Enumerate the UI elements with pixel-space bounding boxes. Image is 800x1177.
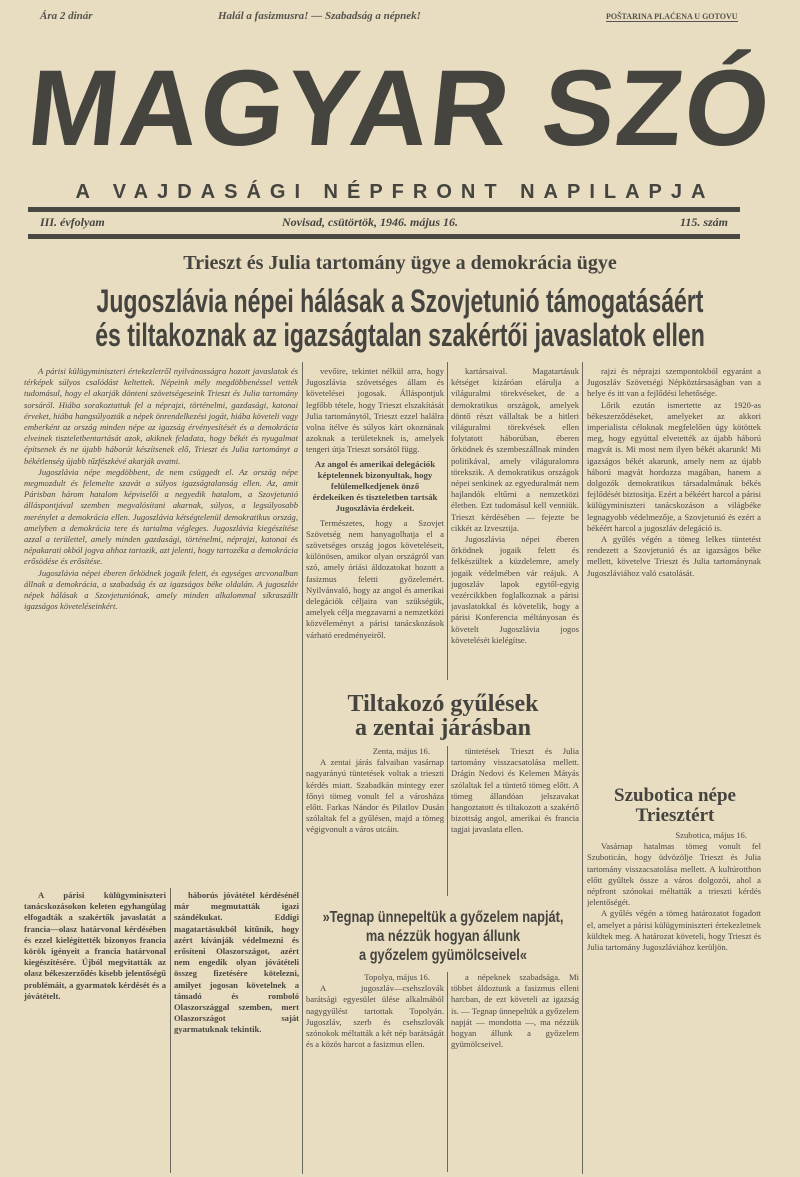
paragraph: rajzi és néprajzi szempontokból egyaránt a Jugoszláv Szövetségi Népköztársaságban van a helye és itt van a fejlődési lehetősége.: [587, 366, 761, 399]
main-headline-line2: és tiltakoznak az igazságtalan szakértői javaslatok ellen: [95, 317, 705, 353]
zenta-column-2: [451, 746, 579, 896]
szubotica-article: [587, 830, 761, 1172]
paragraph: tüntetések Trieszt és Julia tartomány visszacsatolása mellett. Drágin Nedovi és Kelemen Mátyás szólaltak fel a tüntető tömeg előtt. A tömeg állandóan jelszavakat hangoztatott és tiltakozott a szakértő bizottság angol, amerikai és francia tagjai javaslata ellen.: [451, 746, 579, 835]
column-rule: [447, 746, 448, 896]
right-column: [587, 366, 761, 778]
paragraph: kartársaival. Magatartásuk kétséget kizáróan elárulja a világuralmi törekvéseket, de a demokratikus országok, amelyek döntő részt vállaltak be a hitleri világuralmi törekvések ellen folytatott háborúban, éberen őrködnek és szembeszállnak minden politikával, amely világuralomra törekszik. A demokratikus országok népei senkinek az egyeduralmát nem hajlandók eltűrni a nemzetközi életben. Ezt tudomásul kell venniük. Trieszt kérdésében — fejezte be cikkét az Izvesztija.: [451, 366, 579, 533]
paragraph: A zentai járás falvaiban vasárnap nagyarányú tüntetések voltak a trieszti kérdés miatt. Szabadkán mintegy ezer főnyi tömeg vonult fel a városháza előtt. Farkas Nándor és Pilatlov Dusán szólaltak fel a gyűlésen, majd a tömeg végigvonult a város utcáin.: [306, 757, 444, 835]
victory-headline-line1: »Tegnap ünnepeltük a győzelem napját,: [322, 909, 564, 926]
masthead-subtitle: A VAJDASÁGI NÉPFRONT NAPILAPJA: [75, 181, 715, 203]
victory-headline-line2: ma nézzük hogyan állunk: [365, 928, 521, 945]
paragraph: Jugoszlávia népe megdöbbent, de nem csüggedt el. Az ország népe megmozdult és felemelte szavát a súlyos igazságtalanság ellen. Az, amit Párisban három hatalom képviselői a negyedik hatalom, a Szovjetunió álláspontjával szemben megvalósítani akarnak, súlyos, a legsúlyosabb merénylet a demokrácia ellen. Jugoszlávia kétségtelenül demokratikus ország, amelyben a demokrácia tere és tartalma végleges. Jugoszlávia kiegészítése azzal a területtel, amely minden gazdasági, történelmi, néprajzi, katonai és népakarati okból jogva ahhoz tartozik, azt jelenti, hogy tartozéka a demokrácia erősödése és erősítése.: [24, 466, 298, 567]
column-rule: [447, 362, 448, 680]
postage-note: POŠTARINA PLAĆENA U GOTOVU: [606, 12, 738, 21]
middle-column-2: [451, 366, 579, 678]
paragraph: A párisi külügyminiszteri tanácskozásokon keleten egyhangúlag elfogadták a szakértők javaslatát a francia—olasz határvonal kérdésében és ezzel kielégítették bizonyos francia körök igényeit a francia határvonal kiegészítésére. Újból megvitatták az olasz békeszerződés kisebb jelentőségű problémáit, a gyarmatok kérdését és a jóvátételt.: [24, 890, 166, 1001]
paragraph: Jugoszlávia népei éberen őrködnek jogaik felett, és egységes arcvonalban állnak a demokrácia, a szabadság és az igazságos béke oldalán. A jugoszláv népek hálásak a Szovjetuniónak, amely minden alkalommal síkraszállt igazságos követeléseinkért.: [24, 567, 298, 612]
victory-dateline: Topolya, május 16.: [364, 972, 430, 982]
dateline: Novisad, csütörtök, 1946. május 16.: [282, 215, 459, 229]
zenta-headline-line1: Tiltakozó gyűlések: [347, 691, 539, 717]
paragraph: A gyűlés végén a tömeg határozatot fogadott el, amelyet a párisi külügyminiszteri értekezletnek küldtek meg. A határozat követeli, hogy Trieszt és Julia tartomány Jugoszláviához kerüljön.: [587, 908, 761, 953]
paragraph: Jugoszlávia népei éberen őrködnek jogaik felett és felkészültek a küzdelemre, amely jogaik védelmében vár reájuk. A jugoszláv lapok egytől-egyig vezércikkben foglalkoznak a párisi javaslatokkal és követelik, hogy a párisi Konferencia méltányosan és követelt Jugoszlávia jogos követelését kielégítse.: [451, 534, 579, 645]
paragraph: A párisi külügyminiszteri értekezletről nyilvánosságra hozott javaslatok és térképek súlyos csalódást keltettek. Népeink mély megdöbbenéssel vették tudomásul, hogy el akarják dönteni szövetségeseink Trieszt és Julia tartomány sorsáról. Hiába sorakoztattuk fel a néprajzi, történelmi, gazdasági, katonai érveket, hiába hangsúlyozták a népek önrendelkezési jogát, hiába követeli vagy emberként az ország minden népe az igazság érvényesítését és a demokrácia elveinek tiszteletbentartását azok, akiknek feladata, hogy békét és nyugalmat építsenek és ne újabb háborút készítsenek elő, Trieszt és Julia tartományt a békétlenség újabb tűzfészkévé akarják avatni.: [24, 366, 298, 466]
issue-number: 115. szám: [680, 215, 729, 229]
masthead-logo: MAGYAR SZÓ: [22, 47, 778, 168]
szubotica-headline-line1: Szubotica népe: [614, 785, 736, 806]
column-rule: [170, 888, 171, 1173]
slogan: Halál a fasizmusra! — Szabadság a népnek!: [218, 10, 421, 22]
lead-article: [24, 366, 298, 814]
victory-column-2: [451, 972, 579, 1172]
column-rule: [582, 362, 583, 1174]
victory-column-1: [306, 972, 444, 1172]
lead-continuation-right: [174, 890, 299, 1170]
paragraph: Természetes, hogy a Szovjet Szövetség nem hanyagolhatja el a szövetséges ország jogos követeléseit, különösen, amikor olyan országról van szó, amely óriási áldozatokat hozott a fasizmus feletti győzelemért. Nyilvánvaló, hogy az angol és amerikai delegációk céljaira van szükségük, amelyek célja megzavarni a nemzetközi közvéleményt a párisi tanácskozások várható eredményeiről.: [306, 517, 444, 640]
paragraph: a népeknek szabadsága. Mi többet áldoztunk a fasizmus elleni harcban, de ezt követeli az igazság is. — Tegnap ünnepeltük a győzelem napját — mondotta —, ma nézzük hogyan állunk a győzelem gyümölcseivel.: [451, 972, 579, 1050]
main-headline-line1: Jugoszlávia népei hálásak a Szovjetunió támogatásáért: [96, 283, 704, 319]
paragraph: A gyűlés végén a tömeg lelkes tüntetést rendezett a Szovjetunió és az igazságos béke mellett, követelve Trieszt és Julia tartománynak Jugoszláviához való csatolását.: [587, 534, 761, 578]
kicker-headline: Trieszt és Julia tartomány ügye a demokrácia ügye: [183, 252, 617, 274]
zenta-column-1: [306, 746, 444, 896]
volume: III. évfolyam: [40, 215, 105, 229]
price: Ára 2 dinár: [40, 10, 93, 22]
victory-headline-line3: a győzelem gyümölcseivel«: [359, 947, 527, 964]
szubotica-headline-line2: Triesztért: [635, 805, 715, 826]
column-rule: [302, 362, 303, 1174]
middle-column-1: [306, 366, 444, 678]
column-rule: [447, 972, 448, 1172]
zenta-dateline: Zenta, május 16.: [372, 746, 430, 756]
paragraph: Lőrik ezután ismertette az 1920-as békeszerződéseket, amelyeket az akkori imperialista céloknak megfelelően úgy kötöttek meg, hogy egyúttal elvetették az újabb háború magvát is. Mi most nem ilyen békét akarunk! Mi igazságos békét akarunk, amely nem az újabb háború magvát hordozza magában, hanem a dolgozók demokratikus társadalmának békés fejlődését biztosítja. Ezért a békéért harcol a párisi külügyminiszteri tanácskozáson a világbéke legnagyobb védelmezője, a Szovjetunió és ezért a békéért harcol a jugoszláv delegáció is.: [587, 399, 761, 533]
szubotica-dateline: Szubotica, május 16.: [675, 830, 747, 840]
zenta-headline-line2: a zentai járásban: [355, 715, 531, 741]
paragraph: vevőire, tekintet nélkül arra, hogy Jugoszlávia szövetséges állam és követelései jogosak. Álláspontjuk legfőbb tétele, hogy Trieszt elszakítását Julia tartománytól, Trieszt ezzel halálra volna ítélve és súlyos kárt okoznának azoknak a területeknek is, amelyek tengeri útja Trieszt sorsától függ.: [306, 366, 444, 455]
paragraph: Vasárnap hatalmas tömeg vonult fel Szuboticán, hogy üdvözölje Trieszt és Julia tartomány visszacsatolása mellett. A kultúrotthon előtt gyűltek össze a város dolgozói, ahol a népfront szónokai méltatták a trieszti kérdés jelentőségét.: [587, 841, 761, 908]
subheading: Az angol és amerikai delegációk képtelennek bizonyultak, hogy felülemelkedjenek önző érdekeiken és tiszteletben tartsák Jugoszlávia érdekeit.: [312, 458, 438, 514]
lead-continuation-left: [24, 890, 166, 1170]
victory-headline: [303, 908, 583, 965]
paragraph: A jugoszláv—csehszlovák barátsági egyesület ülése alkalmából nagygyűlést tartottak Topolyán. Jugoszláv, szerb és csehszlovák szónokok méltatták a két nép barátságát és a közös harcot a fasizmus ellen.: [306, 983, 444, 1050]
szubotica-headline: [585, 786, 765, 826]
divider: [28, 234, 740, 239]
paragraph: háborús jóvátétel kérdésénél már megmutatták igazi szándékukat. Eddigi magatartásukból kitűnik, hogy azért kívánják védelmezni és erősíteni Olaszországot, azért nem engedik olyan jóvátételi összeg fizetésére kötelezni, amilyet jogosan követelnek a támadó és romboló Olaszországgal szemben, mert Olaszországot saját gyarmatuknak tekintik.: [174, 890, 299, 1035]
divider: [28, 207, 740, 212]
